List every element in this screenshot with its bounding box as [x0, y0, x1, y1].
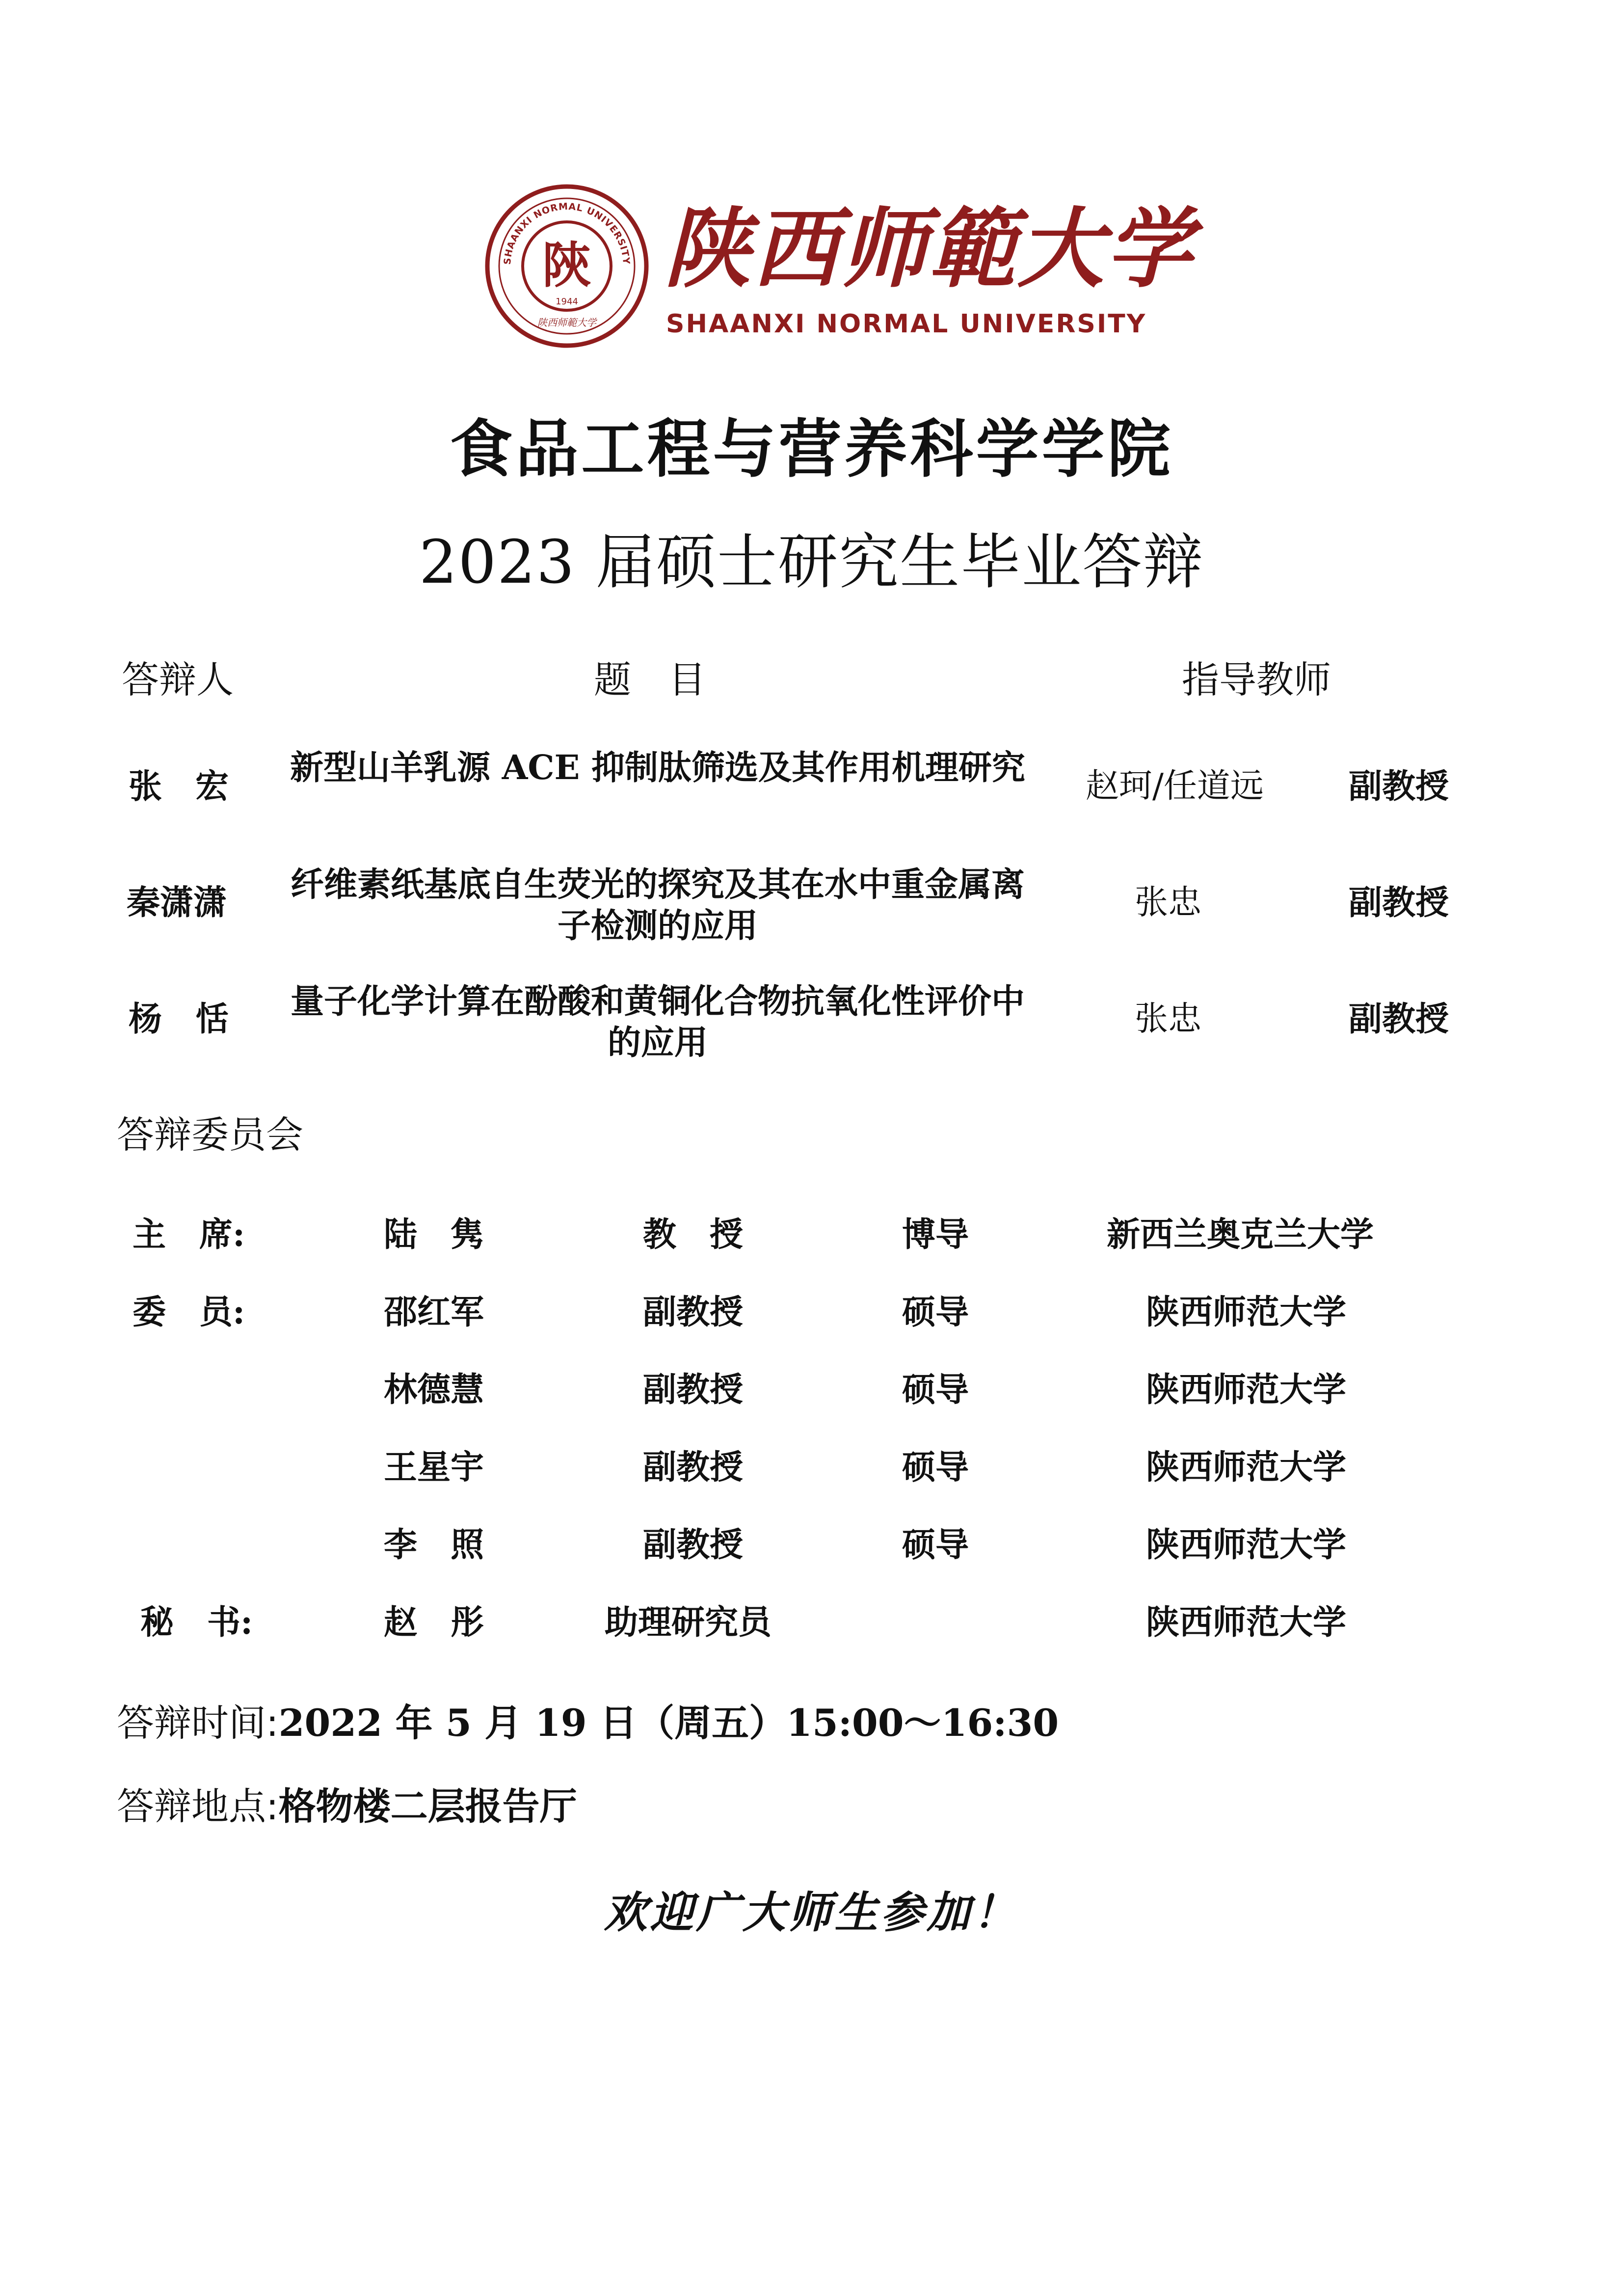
student-name: 张 宏 — [129, 767, 229, 806]
logo-english-name: SHAANXI NORMAL UNIVERSITY — [666, 309, 1147, 339]
advisor-name: 赵珂/任道远 — [1086, 767, 1264, 806]
member-supervisor: 博导 — [902, 1215, 969, 1254]
advisor-rank: 副教授 — [1349, 767, 1449, 806]
seal-ring-text: SHAANXI NORMAL UNIVERSITY — [502, 201, 632, 265]
thesis-topic: 纤维素纸基底自生荧光的探究及其在水中重金属离子检测的应用 — [290, 865, 1025, 945]
defense-place — [117, 1782, 577, 1831]
member-name: 王星宇 — [384, 1448, 484, 1487]
member-supervisor: 硕导 — [902, 1525, 969, 1565]
advisor-rank: 副教授 — [1349, 883, 1449, 922]
member-org: 陕西师范大学 — [1146, 1603, 1347, 1642]
header-topic: 题 目 — [594, 658, 706, 702]
committee-role: 主 席: — [133, 1215, 245, 1254]
member-org: 陕西师范大学 — [1146, 1448, 1347, 1487]
defense-time — [117, 1699, 1059, 1748]
member-title: 副教授 — [643, 1448, 744, 1487]
place-value: 格物楼二层报告厅 — [278, 1784, 577, 1828]
member-title: 副教授 — [643, 1370, 744, 1409]
university-logo — [483, 183, 1195, 354]
member-org: 新西兰奥克兰大学 — [1107, 1215, 1374, 1254]
seal-year: 1944 — [556, 297, 578, 307]
advisor-name: 张忠 — [1135, 883, 1202, 922]
member-supervisor: 硕导 — [902, 1448, 969, 1487]
student-name: 秦潇潇 — [127, 883, 227, 922]
member-title: 副教授 — [643, 1525, 744, 1565]
member-name: 李 照 — [384, 1525, 484, 1565]
member-supervisor: 硕导 — [902, 1370, 969, 1409]
committee-heading: 答辩委员会 — [117, 1113, 303, 1157]
member-title: 助理研究员 — [605, 1603, 772, 1642]
member-org: 陕西师范大学 — [1146, 1525, 1347, 1565]
event-title: 2023 届硕士研究生毕业答辩 — [419, 527, 1204, 597]
member-title: 教 授 — [643, 1215, 744, 1254]
logo-chinese-name: 陕西师範大学 — [664, 198, 1195, 299]
member-supervisor: 硕导 — [902, 1293, 969, 1332]
school-title: 食品工程与营养科学学院 — [450, 412, 1173, 486]
place-label: 答辩地点: — [117, 1784, 279, 1828]
seal-bottom-text: 陕西师範大学 — [537, 317, 596, 328]
member-name: 邵红军 — [384, 1293, 484, 1332]
thesis-topic: 新型山羊乳源 ACE 抑制肽筛选及其作用机理研究 — [290, 748, 1026, 787]
committee-role: 委 员: — [133, 1293, 245, 1332]
time-value: 2022 年 5 月 19 日（周五）15:00～16:30 — [278, 1701, 1059, 1745]
advisor-rank: 副教授 — [1349, 999, 1449, 1039]
header-student: 答辩人 — [122, 658, 234, 702]
advisor-name: 张忠 — [1135, 999, 1202, 1038]
member-title: 副教授 — [643, 1293, 744, 1332]
member-org: 陕西师范大学 — [1146, 1293, 1347, 1332]
member-org: 陕西师范大学 — [1146, 1370, 1347, 1409]
member-name: 陆 隽 — [384, 1215, 484, 1254]
member-name: 林德慧 — [384, 1370, 484, 1409]
student-name: 杨 恬 — [129, 999, 229, 1039]
header-advisor: 指导教师 — [1182, 658, 1331, 702]
committee-role: 秘 书: — [140, 1603, 253, 1642]
member-name: 赵 彤 — [384, 1603, 484, 1642]
thesis-topic: 量子化学计算在酚酸和黄铜化合物抗氧化性评价中的应用 — [290, 982, 1025, 1062]
university-seal-icon — [483, 183, 650, 350]
time-label: 答辩时间: — [117, 1701, 279, 1745]
welcome-message: 欢迎广大师生参加！ — [604, 1887, 1019, 1938]
seal-center-char: 陝 — [542, 236, 591, 294]
